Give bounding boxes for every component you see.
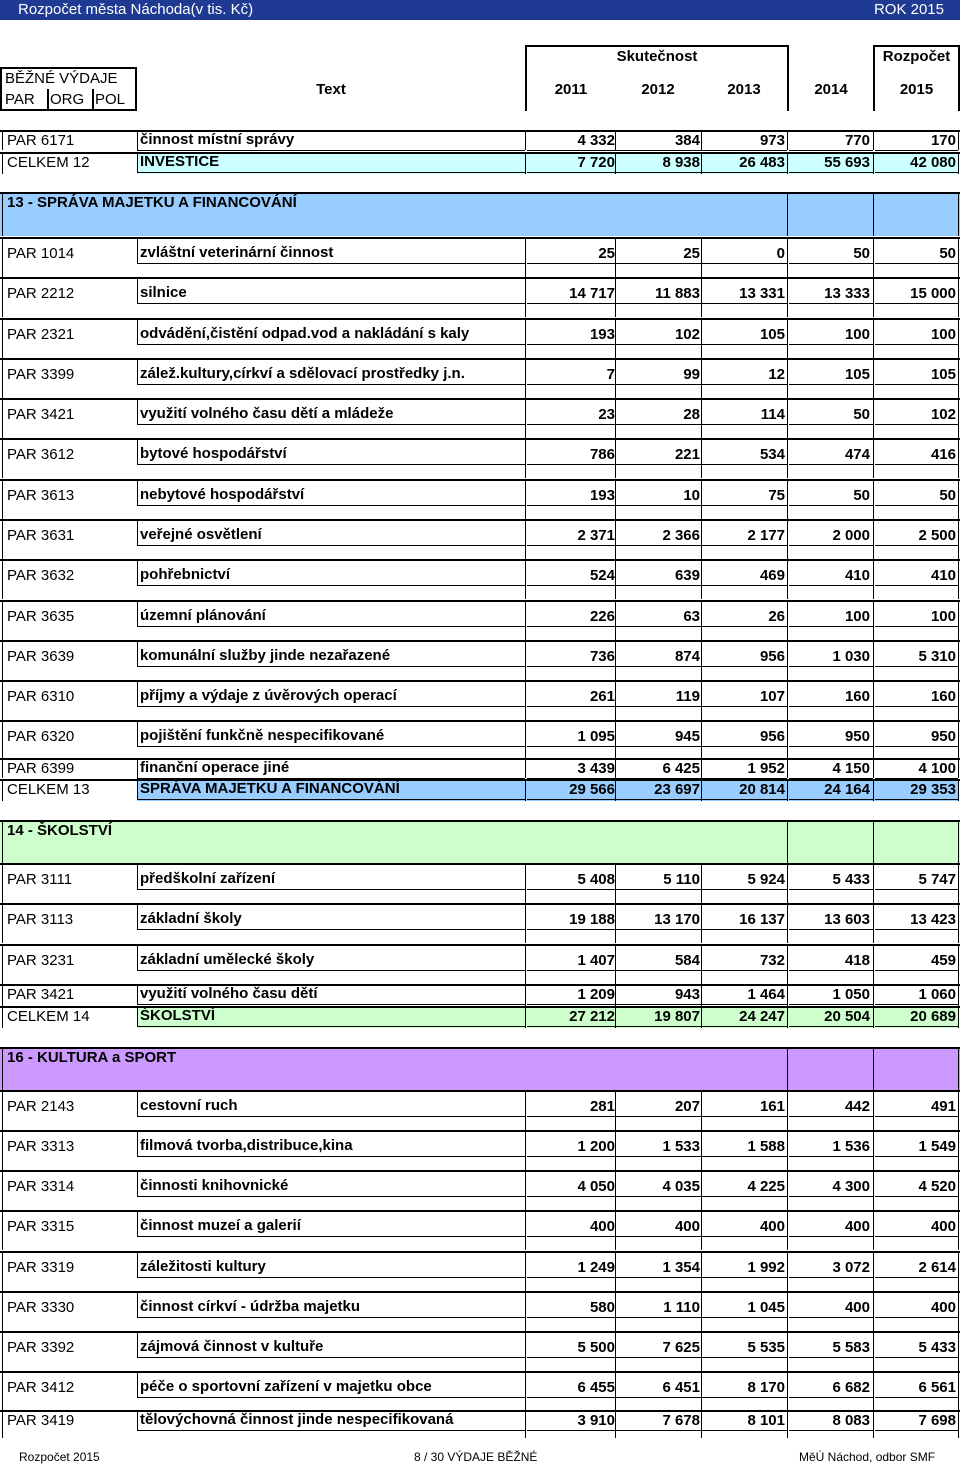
value-2013: 8 101 <box>747 1412 785 1429</box>
value-2014: 100 <box>844 326 870 343</box>
par-code: PAR 3111 <box>7 871 73 888</box>
value-2012: 943 <box>674 986 700 1003</box>
item-text: silnice <box>140 284 187 301</box>
value-2011: 4 332 <box>577 132 615 149</box>
value-2013: 107 <box>759 688 785 705</box>
par-header: PAR <box>5 90 35 108</box>
value-2012: 945 <box>674 728 700 745</box>
par-code: PAR 1014 <box>7 245 75 262</box>
value-2012: 874 <box>674 648 700 665</box>
value-2015: 459 <box>930 952 956 969</box>
par-code: PAR 3421 <box>7 986 75 1003</box>
value-2013: 5 924 <box>747 871 785 888</box>
table-row <box>0 277 960 317</box>
section-title: 16 - KULTURA a SPORT <box>7 1049 177 1066</box>
value-2013: 1 464 <box>747 986 785 1003</box>
value-2014: 418 <box>844 952 870 969</box>
item-text: zálež.kultury,církví a sdělovací prostředky j.n. <box>140 365 465 382</box>
section-title: 13 - SPRÁVA MAJETKU A FINANCOVÁNÍ <box>7 194 297 211</box>
par-code: PAR 3639 <box>7 648 75 665</box>
value-2012: 639 <box>674 567 700 584</box>
value-2013: 400 <box>759 1218 785 1235</box>
table-row <box>0 1090 960 1130</box>
item-text: příjmy a výdaje z úvěrových operací <box>140 687 397 704</box>
par-code: PAR 3612 <box>7 446 75 463</box>
total-row <box>0 1006 960 1028</box>
value-2015: 13 423 <box>910 911 956 928</box>
table-row <box>0 1251 960 1291</box>
value-2013: 161 <box>759 1098 785 1115</box>
value-2011: 23 <box>598 406 615 423</box>
value-2015: 4 100 <box>918 760 956 777</box>
budget-header: Rozpočet <box>882 47 951 65</box>
par-code: PAR 3315 <box>7 1218 75 1235</box>
item-text: územní plánování <box>140 607 266 624</box>
value-2012: 1 354 <box>662 1259 700 1276</box>
item-text: filmová tvorba,distribuce,kina <box>140 1137 353 1154</box>
value-2014: 474 <box>844 446 870 463</box>
par-code: PAR 3635 <box>7 608 75 625</box>
value-2015: 410 <box>930 567 956 584</box>
par-code: PAR 3314 <box>7 1178 75 1195</box>
value-2013: 732 <box>759 952 785 969</box>
value-2013: 13 331 <box>739 285 785 302</box>
document-title: Rozpočet města Náchoda(v tis. Kč) <box>18 1 254 18</box>
item-text: odvádění,čistění odpad.vod a nakládání s kaly <box>140 325 470 342</box>
par-code: PAR 3632 <box>7 567 75 584</box>
value-2011: 1 249 <box>577 1259 615 1276</box>
value-2012: 11 883 <box>654 285 700 302</box>
page-footer <box>0 1448 960 1467</box>
value-2012: 10 <box>683 487 700 504</box>
item-text: cestovní ruch <box>140 1097 238 1114</box>
par-code: PAR 3313 <box>7 1138 75 1155</box>
table-row <box>0 680 960 720</box>
value-2012: 99 <box>683 366 700 383</box>
value-2014: 1 536 <box>832 1138 870 1155</box>
value-2011: 400 <box>589 1218 615 1235</box>
value-2014: 3 072 <box>832 1259 870 1276</box>
value-2014: 442 <box>844 1098 870 1115</box>
value-2014: 1 030 <box>832 648 870 665</box>
value-2013: 1 952 <box>747 760 785 777</box>
par-code: PAR 3421 <box>7 406 75 423</box>
value-2015: 4 520 <box>918 1178 956 1195</box>
value-2011: 1 209 <box>577 986 615 1003</box>
value-2013: 24 247 <box>739 1008 785 1025</box>
total-row <box>0 152 960 174</box>
value-2015: 5 747 <box>918 871 956 888</box>
item-text: komunální služby jinde nezařazené <box>140 647 391 664</box>
value-2013: 105 <box>759 326 785 343</box>
year-header-2011: 2011 <box>554 80 588 98</box>
table-row <box>0 903 960 943</box>
value-2011: 736 <box>589 648 615 665</box>
org-header: ORG <box>50 90 85 108</box>
value-2012: 5 110 <box>663 871 700 888</box>
value-2015: 400 <box>930 1218 956 1235</box>
value-2011: 29 566 <box>569 781 615 798</box>
item-text: finanční operace jiné <box>140 759 290 776</box>
value-2011: 1 200 <box>577 1138 615 1155</box>
par-code: CELKEM 14 <box>7 1008 90 1025</box>
table-row <box>0 358 960 398</box>
value-2011: 7 <box>606 366 615 383</box>
table-row <box>0 1371 960 1411</box>
value-2012: 102 <box>674 326 700 343</box>
par-code: PAR 6399 <box>7 760 75 777</box>
value-2011: 261 <box>589 688 615 705</box>
value-2011: 524 <box>589 567 615 584</box>
value-2014: 5 433 <box>832 871 870 888</box>
value-2013: 973 <box>759 132 785 149</box>
value-2012: 207 <box>674 1098 700 1115</box>
value-2014: 55 693 <box>824 154 870 171</box>
value-2011: 4 050 <box>577 1178 615 1195</box>
value-2013: 4 225 <box>747 1178 785 1195</box>
value-2014: 410 <box>844 567 870 584</box>
value-2014: 950 <box>844 728 870 745</box>
value-2014: 4 150 <box>832 760 870 777</box>
value-2011: 19 188 <box>569 911 615 928</box>
value-2014: 160 <box>844 688 870 705</box>
table-row <box>0 720 960 758</box>
value-2015: 5 310 <box>918 648 956 665</box>
par-code: PAR 3412 <box>7 1379 75 1396</box>
par-code: PAR 3399 <box>7 366 75 383</box>
value-2014: 400 <box>844 1218 870 1235</box>
item-text: zájmová činnost v kultuře <box>140 1338 324 1355</box>
value-2012: 119 <box>675 688 700 705</box>
item-text: využití volného času dětí <box>140 985 318 1002</box>
value-2011: 5 408 <box>577 871 615 888</box>
value-2015: 7 698 <box>918 1412 956 1429</box>
value-2015: 102 <box>930 406 956 423</box>
value-2013: 26 <box>768 608 785 625</box>
value-2015: 42 080 <box>910 154 956 171</box>
value-2015: 2 614 <box>918 1259 956 1276</box>
value-2011: 2 371 <box>577 527 615 544</box>
table-row <box>0 1410 960 1438</box>
item-text: INVESTICE <box>140 153 220 170</box>
value-2012: 2 366 <box>662 527 700 544</box>
table-row <box>0 479 960 519</box>
item-text: tělovýchovná činnost jinde nespecifikovaná <box>140 1411 454 1428</box>
table-row <box>0 438 960 478</box>
value-2012: 7 678 <box>662 1412 700 1429</box>
value-2011: 193 <box>589 326 615 343</box>
value-2011: 786 <box>589 446 615 463</box>
item-text: SPRÁVA MAJETKU A FINANCOVÁNÍ <box>140 780 400 797</box>
table-row <box>0 398 960 438</box>
table-row <box>0 1331 960 1371</box>
value-2013: 1 588 <box>747 1138 785 1155</box>
value-2011: 580 <box>589 1299 615 1316</box>
pol-header: POL <box>95 90 126 108</box>
value-2014: 6 682 <box>832 1379 870 1396</box>
value-2011: 1 095 <box>577 728 615 745</box>
actual-header: Skutečnost <box>616 47 698 65</box>
value-2015: 416 <box>930 446 956 463</box>
table-row <box>0 237 960 277</box>
value-2012: 19 807 <box>654 1008 700 1025</box>
year-header-2015: 2015 <box>899 80 934 98</box>
item-text: nebytové hospodářství <box>140 486 305 503</box>
value-2013: 534 <box>759 446 785 463</box>
par-code: PAR 3231 <box>7 952 75 969</box>
table-row <box>0 1210 960 1250</box>
value-2012: 221 <box>674 446 700 463</box>
value-2015: 2 500 <box>918 527 956 544</box>
par-code: PAR 6171 <box>7 132 75 149</box>
value-2014: 50 <box>853 406 870 423</box>
table-row <box>0 944 960 984</box>
table-row <box>0 984 960 1006</box>
par-code: PAR 3113 <box>7 911 74 928</box>
footer-page: 8 / 30 VÝDAJE BĚŽNÉ <box>414 1450 538 1464</box>
item-text: činnost církví - údržba majetku <box>140 1298 361 1315</box>
value-2011: 27 212 <box>569 1008 615 1025</box>
item-text: bytové hospodářství <box>140 445 287 462</box>
footer-office: MěÚ Náchod, odbor SMF <box>799 1450 936 1464</box>
par-code: PAR 3319 <box>7 1259 75 1276</box>
value-2013: 20 814 <box>739 781 785 798</box>
value-2014: 8 083 <box>832 1412 870 1429</box>
table-row <box>0 1130 960 1170</box>
value-2012: 63 <box>683 608 700 625</box>
par-code: PAR 3330 <box>7 1299 75 1316</box>
section-row <box>0 1047 960 1090</box>
par-code: CELKEM 13 <box>7 781 90 798</box>
item-text: ŠKOLSTVÍ <box>140 1007 216 1024</box>
item-text: péče o sportovní zařízení v majetku obce <box>140 1378 432 1395</box>
value-2012: 25 <box>683 245 700 262</box>
value-2015: 400 <box>930 1299 956 1316</box>
year-header-2012: 2012 <box>641 80 675 98</box>
value-2012: 1 533 <box>662 1138 700 1155</box>
value-2014: 100 <box>844 608 870 625</box>
value-2015: 160 <box>930 688 956 705</box>
value-2015: 6 561 <box>918 1379 956 1396</box>
value-2011: 25 <box>598 245 615 262</box>
value-2014: 2 000 <box>832 527 870 544</box>
table-row <box>0 640 960 680</box>
value-2014: 5 583 <box>832 1339 870 1356</box>
table-row <box>0 519 960 559</box>
value-2014: 24 164 <box>824 781 870 798</box>
section-header-label: BĚŽNÉ VÝDAJE <box>5 69 118 87</box>
par-code: PAR 2321 <box>7 326 75 343</box>
table-row <box>0 130 960 150</box>
text-header: Text <box>316 80 346 98</box>
value-2012: 8 938 <box>662 154 700 171</box>
value-2012: 6 425 <box>662 760 700 777</box>
item-text: pohřebnictví <box>140 566 231 583</box>
section-row <box>0 192 960 236</box>
year-header-2013: 2013 <box>727 80 761 98</box>
item-text: základní umělecké školy <box>140 951 315 968</box>
value-2013: 1 045 <box>747 1299 785 1316</box>
value-2011: 5 500 <box>577 1339 615 1356</box>
table-row <box>0 1291 960 1331</box>
value-2015: 29 353 <box>910 781 956 798</box>
value-2012: 400 <box>674 1218 700 1235</box>
value-2014: 770 <box>844 132 870 149</box>
value-2014: 1 050 <box>832 986 870 1003</box>
par-code: PAR 3392 <box>7 1339 75 1356</box>
value-2014: 50 <box>853 487 870 504</box>
value-2013: 8 170 <box>747 1379 785 1396</box>
item-text: pojištění funkčně nespecifikované <box>140 727 385 744</box>
par-code: PAR 3419 <box>7 1412 75 1429</box>
value-2014: 20 504 <box>824 1008 870 1025</box>
value-2013: 2 177 <box>747 527 785 544</box>
item-text: využití volného času dětí a mládeže <box>140 405 394 422</box>
value-2015: 170 <box>930 132 956 149</box>
par-code: PAR 6310 <box>7 688 75 705</box>
value-2014: 4 300 <box>832 1178 870 1195</box>
value-2015: 100 <box>930 326 956 343</box>
table-row <box>0 600 960 640</box>
value-2015: 5 433 <box>918 1339 956 1356</box>
value-2013: 1 992 <box>747 1259 785 1276</box>
value-2011: 14 717 <box>569 285 615 302</box>
item-text: záležitosti kultury <box>140 1258 266 1275</box>
value-2013: 16 137 <box>739 911 785 928</box>
value-2012: 584 <box>674 952 700 969</box>
item-text: činnost místní správy <box>140 131 295 148</box>
value-2014: 400 <box>844 1299 870 1316</box>
value-2011: 3 910 <box>577 1412 615 1429</box>
table-row <box>0 863 960 903</box>
year-header-2014: 2014 <box>814 80 848 98</box>
value-2011: 3 439 <box>577 760 615 777</box>
value-2015: 100 <box>930 608 956 625</box>
section-title: 14 - ŠKOLSTVÍ <box>7 822 113 839</box>
value-2013: 0 <box>776 245 785 262</box>
table-row <box>0 318 960 358</box>
value-2015: 1 549 <box>918 1138 956 1155</box>
footer-left: Rozpočet 2015 <box>19 1450 100 1464</box>
value-2013: 956 <box>759 728 785 745</box>
value-2011: 1 407 <box>577 952 615 969</box>
value-2011: 281 <box>589 1098 615 1115</box>
value-2012: 6 451 <box>662 1379 700 1396</box>
value-2013: 114 <box>760 406 785 423</box>
par-code: CELKEM 12 <box>7 154 90 171</box>
par-code: PAR 6320 <box>7 728 75 745</box>
total-row <box>0 779 960 801</box>
par-code: PAR 2143 <box>7 1098 75 1115</box>
section-row <box>0 820 960 863</box>
value-2013: 469 <box>759 567 785 584</box>
par-code: PAR 3613 <box>7 487 75 504</box>
value-2015: 105 <box>930 366 956 383</box>
item-text: veřejné osvětlení <box>140 526 262 543</box>
item-text: základní školy <box>140 910 242 927</box>
value-2015: 15 000 <box>910 285 956 302</box>
value-2012: 384 <box>674 132 700 149</box>
value-2013: 12 <box>768 366 785 383</box>
year-label: ROK 2015 <box>873 1 944 18</box>
table-row <box>0 559 960 599</box>
item-text: činnost muzeí a galerií <box>140 1217 301 1234</box>
value-2012: 1 110 <box>663 1299 700 1316</box>
title-bar <box>0 0 960 20</box>
value-2015: 1 060 <box>918 986 956 1003</box>
value-2014: 13 333 <box>824 285 870 302</box>
item-text: zvláštní veterinární činnost <box>140 244 334 261</box>
value-2015: 20 689 <box>910 1008 956 1025</box>
value-2011: 6 455 <box>577 1379 615 1396</box>
value-2012: 23 697 <box>654 781 700 798</box>
value-2012: 28 <box>683 406 700 423</box>
value-2013: 75 <box>768 487 785 504</box>
value-2012: 13 170 <box>654 911 700 928</box>
value-2014: 105 <box>844 366 870 383</box>
item-text: předškolní zařízení <box>140 870 276 887</box>
value-2015: 50 <box>939 487 956 504</box>
value-2013: 5 535 <box>747 1339 785 1356</box>
value-2014: 50 <box>853 245 870 262</box>
value-2014: 13 603 <box>824 911 870 928</box>
table-row <box>0 758 960 778</box>
value-2012: 7 625 <box>662 1339 700 1356</box>
value-2011: 7 720 <box>577 154 615 171</box>
value-2013: 956 <box>759 648 785 665</box>
value-2011: 226 <box>589 608 615 625</box>
par-code: PAR 2212 <box>7 285 75 302</box>
value-2013: 26 483 <box>739 154 785 171</box>
par-code: PAR 3631 <box>7 527 75 544</box>
value-2015: 491 <box>930 1098 956 1115</box>
value-2012: 4 035 <box>662 1178 700 1195</box>
item-text: činnosti knihovnické <box>140 1177 289 1194</box>
value-2015: 50 <box>939 245 956 262</box>
value-2015: 950 <box>930 728 956 745</box>
table-row <box>0 1170 960 1210</box>
value-2011: 193 <box>589 487 615 504</box>
